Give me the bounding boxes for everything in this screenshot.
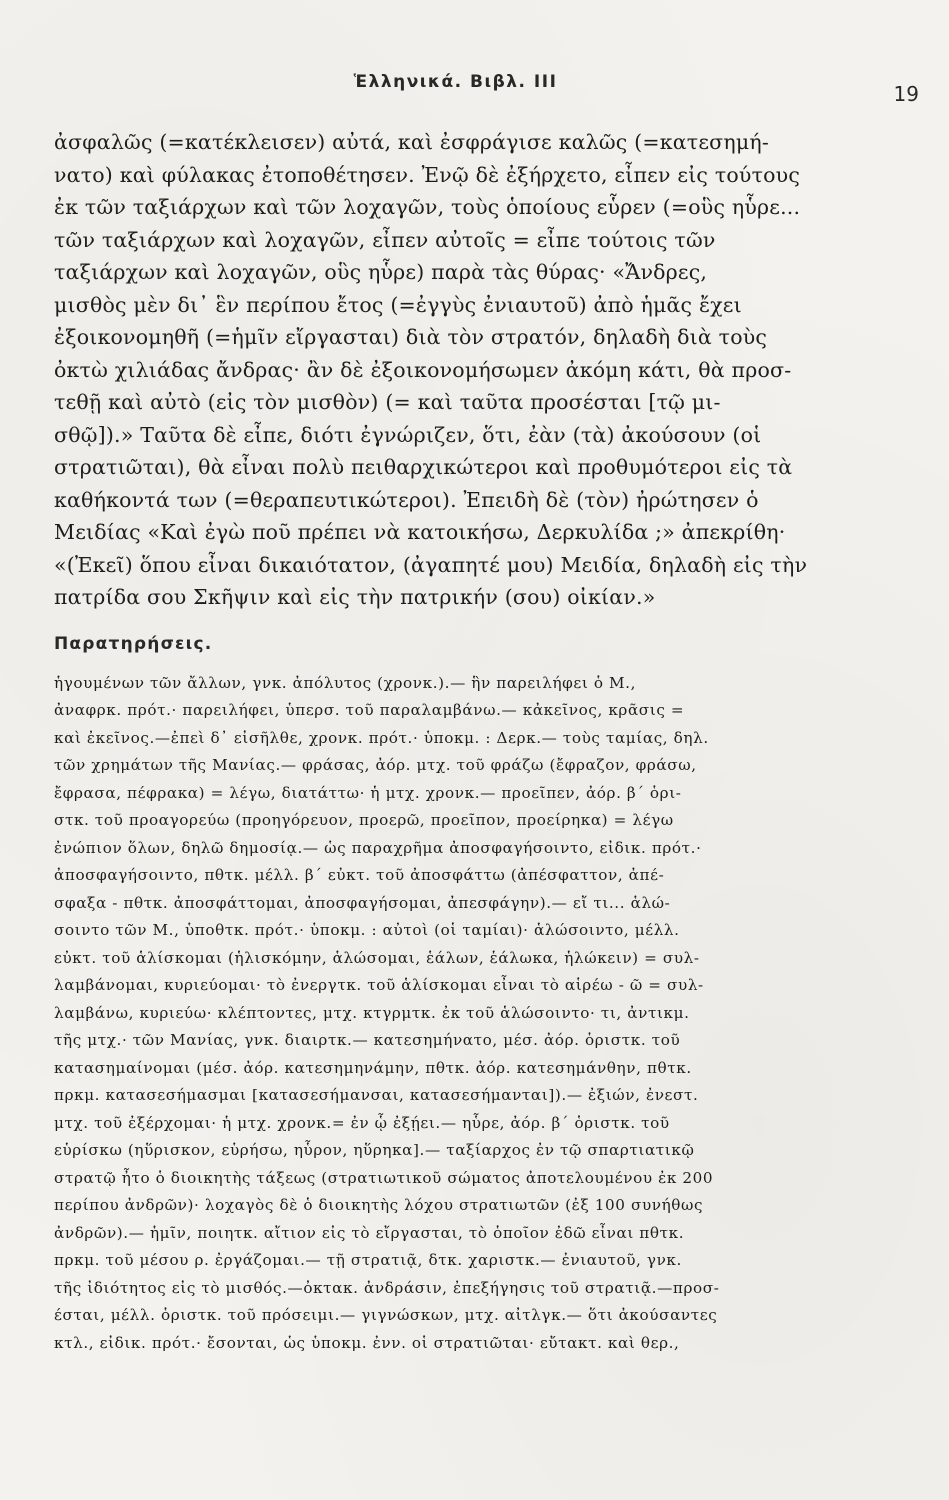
note-line: λαμβάνω, κυριεύω· κλέπτοντες, μτχ. κτγρμτκ. ἐκ τοῦ ἁλώσοιντο· τι, ἀντικμ. — [54, 1003, 690, 1022]
note-line: τῶν χρημάτων τῆς Μανίας.— φράσας, ἀόρ. μτχ. τοῦ φράζω (ἔφραζον, φράσω, — [54, 756, 697, 774]
note-line: εὐκτ. τοῦ ἁλίσκομαι (ἡλισκόμην, ἁλώσομαι, ἑάλων, ἑάλωκα, ἡλώκειν) = συλ- — [54, 948, 700, 967]
text-line: στρατιῶται), θὰ εἶναι πολὺ πειθαρχικώτεροι καὶ προθυμότεροι εἰς τὰ — [54, 455, 793, 479]
note-line: ἡγουμένων τῶν ἄλλων, γνκ. ἀπόλυτος (χρονκ.).— ἣν παρειλήφει ὁ Μ., — [54, 673, 637, 692]
text-line: ἐξοικονομηθῆ (=ἡμῖν εἴργασται) διὰ τὸν στρατόν, δηλαδὴ διὰ τοὺς — [54, 325, 768, 349]
note-line: έσται, μέλλ. ὁριστκ. τοῦ πρόσειμι.— γιγνώσκων, μτχ. αἰτλγκ.— ὅτι ἀκούσαντες — [54, 1306, 718, 1324]
text-line: «(Ἐκεῖ) ὅπου εἶναι δικαιότατον, (ἀγαπητέ μου) Μειδία, δηλαδὴ εἰς τὴν — [54, 552, 808, 577]
note-line: κατασημαίνομαι (μέσ. ἀόρ. κατεσημηνάμην, πθτκ. ἀόρ. κατεσημάνθην, πθτκ. — [54, 1058, 692, 1077]
note-line: ἐνώπιον ὅλων, δηλῶ δημοσίᾳ.— ὡς παραχρῆμα ἀποσφαγήσοιντο, εἰδικ. πρότ.· — [54, 838, 702, 857]
main-translation-text — [54, 126, 857, 614]
note-line: ἀναφρκ. πρότ.· παρειλήφει, ὑπερσ. τοῦ παραλαμβάνω.— κἀκεῖνος, κρᾶσις = — [54, 701, 685, 719]
note-line: καὶ ἐκεῖνος.—ἐπεὶ δ᾽ εἰσῆλθε, χρονκ. πρότ.· ὑποκμ. : Δερκ.— τοὺς ταμίας, δηλ. — [54, 728, 709, 747]
text-line: Μειδίας «Καὶ ἐγὼ ποῦ πρέπει νὰ κατοικήσω, Δερκυλίδα ;» ἀπεκρίθη· — [54, 520, 786, 544]
note-line: πρκμ. κατασεσήμασμαι [κατασεσήμανσαι, κατασεσήμανται]).— ἐξιών, ἐνεστ. — [54, 1086, 699, 1104]
text-line: μισθὸς μὲν δι᾽ ἓν περίπου ἔτος (=ἐγγὺς ἐνιαυτοῦ) ἀπὸ ἡμᾶς ἔχει — [54, 292, 742, 317]
note-line: λαμβάνομαι, κυριεύομαι· τὸ ἐνεργτκ. τοῦ ἁλίσκομαι εἶναι τὸ αἱρέω - ῶ = συλ- — [54, 976, 704, 994]
note-line: ἀποσφαγήσοιντο, πθτκ. μέλλ. β΄ εὐκτ. τοῦ ἀποσφάττω (ἀπέσφαττον, ἀπέ- — [54, 866, 665, 884]
notes-heading: Παρατηρήσεις. — [54, 633, 213, 654]
note-line: ἔφρασα, πέφρακα) = λέγω, διατάττω· ἡ μτχ. χρονκ.— προεῖπεν, ἀόρ. β΄ ὁρι- — [54, 783, 682, 802]
note-line: στρατῷ ἦτο ὁ διοικητὴς τάξεως (στρατιωτικοῦ σώματος ἀποτελουμένου ἐκ 200 — [54, 1168, 714, 1187]
text-line: ὀκτὼ χιλιάδας ἄνδρας· ἂν δὲ ἐξοικονομήσωμεν ἀκόμη κάτι, θὰ προσ- — [54, 357, 792, 382]
note-line: μτχ. τοῦ ἐξέρχομαι· ἡ μτχ. χρονκ.= ἐν ᾧ ἐξῄει.— ηὗρε, ἀόρ. β΄ ὁριστκ. τοῦ — [54, 1113, 670, 1132]
text-line: σθῷ]).» Ταῦτα δὲ εἶπε, διότι ἐγνώριζεν, ὅτι, ἐὰν (τὰ) ἀκούσουν (οἱ — [54, 422, 762, 447]
text-line: καθήκοντά των (=θεραπευτικώτεροι). Ἐπειδὴ δὲ (τὸν) ἠρώτησεν ὁ — [54, 487, 759, 512]
text-line: ἐκ τῶν ταξιάρχων καὶ τῶν λοχαγῶν, τοὺς ὁποίους εὗρεν (=οὓς ηὗρε... — [54, 195, 801, 219]
note-line: πρκμ. τοῦ μέσου ρ. ἐργάζομαι.— τῇ στρατιᾷ, δτκ. χαριστκ.— ἐνιαυτοῦ, γνκ. — [54, 1251, 682, 1269]
running-title: Ἑλληνικά. Βιβλ. ΙΙΙ — [353, 72, 558, 92]
note-line: τῆς μτχ.· τῶν Μανίας, γνκ. διαιρτκ.— κατεσημήνατο, μέσ. ἀόρ. ὁριστκ. τοῦ — [54, 1031, 681, 1049]
running-header — [54, 68, 919, 106]
note-line: περίπου ἀνδρῶν)· λοχαγὸς δὲ ὁ διοικητὴς λόχου στρατιωτῶν (ἐξ 100 συνήθως — [54, 1196, 704, 1214]
note-line: στκ. τοῦ προαγορεύω (προηγόρευον, προερῶ, προεῖπον, προείρηκα) = λέγω — [54, 811, 674, 829]
note-line: τῆς ἰδιότητος εἰς τὸ μισθός.—ὀκτακ. ἀνδράσιν, ἐπεξήγησις τοῦ στρατιᾷ.—προσ- — [54, 1278, 720, 1297]
text-line: ταξιάρχων καὶ λοχαγῶν, οὓς ηὗρε) παρὰ τὰς θύρας· «Ἄνδρες, — [54, 260, 708, 284]
note-line: σοιντο τῶν Μ., ὑποθτκ. πρότ.· ὑποκμ. : αὐτοὶ (οἱ ταμίαι)· ἁλώσοιντο, μέλλ. — [54, 921, 680, 939]
note-line: ἀνδρῶν).— ἡμῖν, ποιητκ. αἴτιον εἰς τὸ εἴργασται, τὸ ὁποῖον ἐδῶ εἶναι πθτκ. — [54, 1223, 685, 1242]
text-line: ἀσφαλῶς (=κατέκλεισεν) αὐτά, καὶ ἐσφράγισε καλῶς (=κατεσημή- — [54, 130, 769, 154]
text-line: τῶν ταξιάρχων καὶ λοχαγῶν, εἶπεν αὐτοῖς = εἶπε τούτοις τῶν — [54, 227, 716, 252]
text-line: νατο) καὶ φύλακας ἐτοποθέτησεν. Ἐνῷ δὲ ἐξήρχετο, εἶπεν εἰς τούτους — [54, 162, 800, 187]
page-number: 19 — [893, 82, 919, 106]
text-line: πατρίδα σου Σκῆψιν καὶ εἰς τὴν πατρικήν (σου) οἰκίαν.» — [54, 585, 656, 609]
note-line: εὑρίσκω (ηὕρισκον, εὑρήσω, ηὗρον, ηὕρηκα].— ταξίαρχος ἐν τῷ σπαρτιατικῷ — [54, 1141, 695, 1159]
note-line: σφαξα - πθτκ. ἀποσφάττομαι, ἀποσφαγήσομαι, ἀπεσφάγην).— εἴ τι... ἁλώ- — [54, 893, 671, 912]
grammar-notes — [54, 670, 857, 1358]
text-line: τεθῇ καὶ αὐτὸ (εἰς τὸν μισθὸν) (= καὶ ταῦτα προσέσται [τῷ μι- — [54, 390, 721, 414]
note-line: κτλ., εἰδικ. πρότ.· ἔσονται, ὡς ὑποκμ. ἐνν. οἱ στρατιῶται· εὔτακτ. καὶ θερ., — [54, 1333, 680, 1352]
